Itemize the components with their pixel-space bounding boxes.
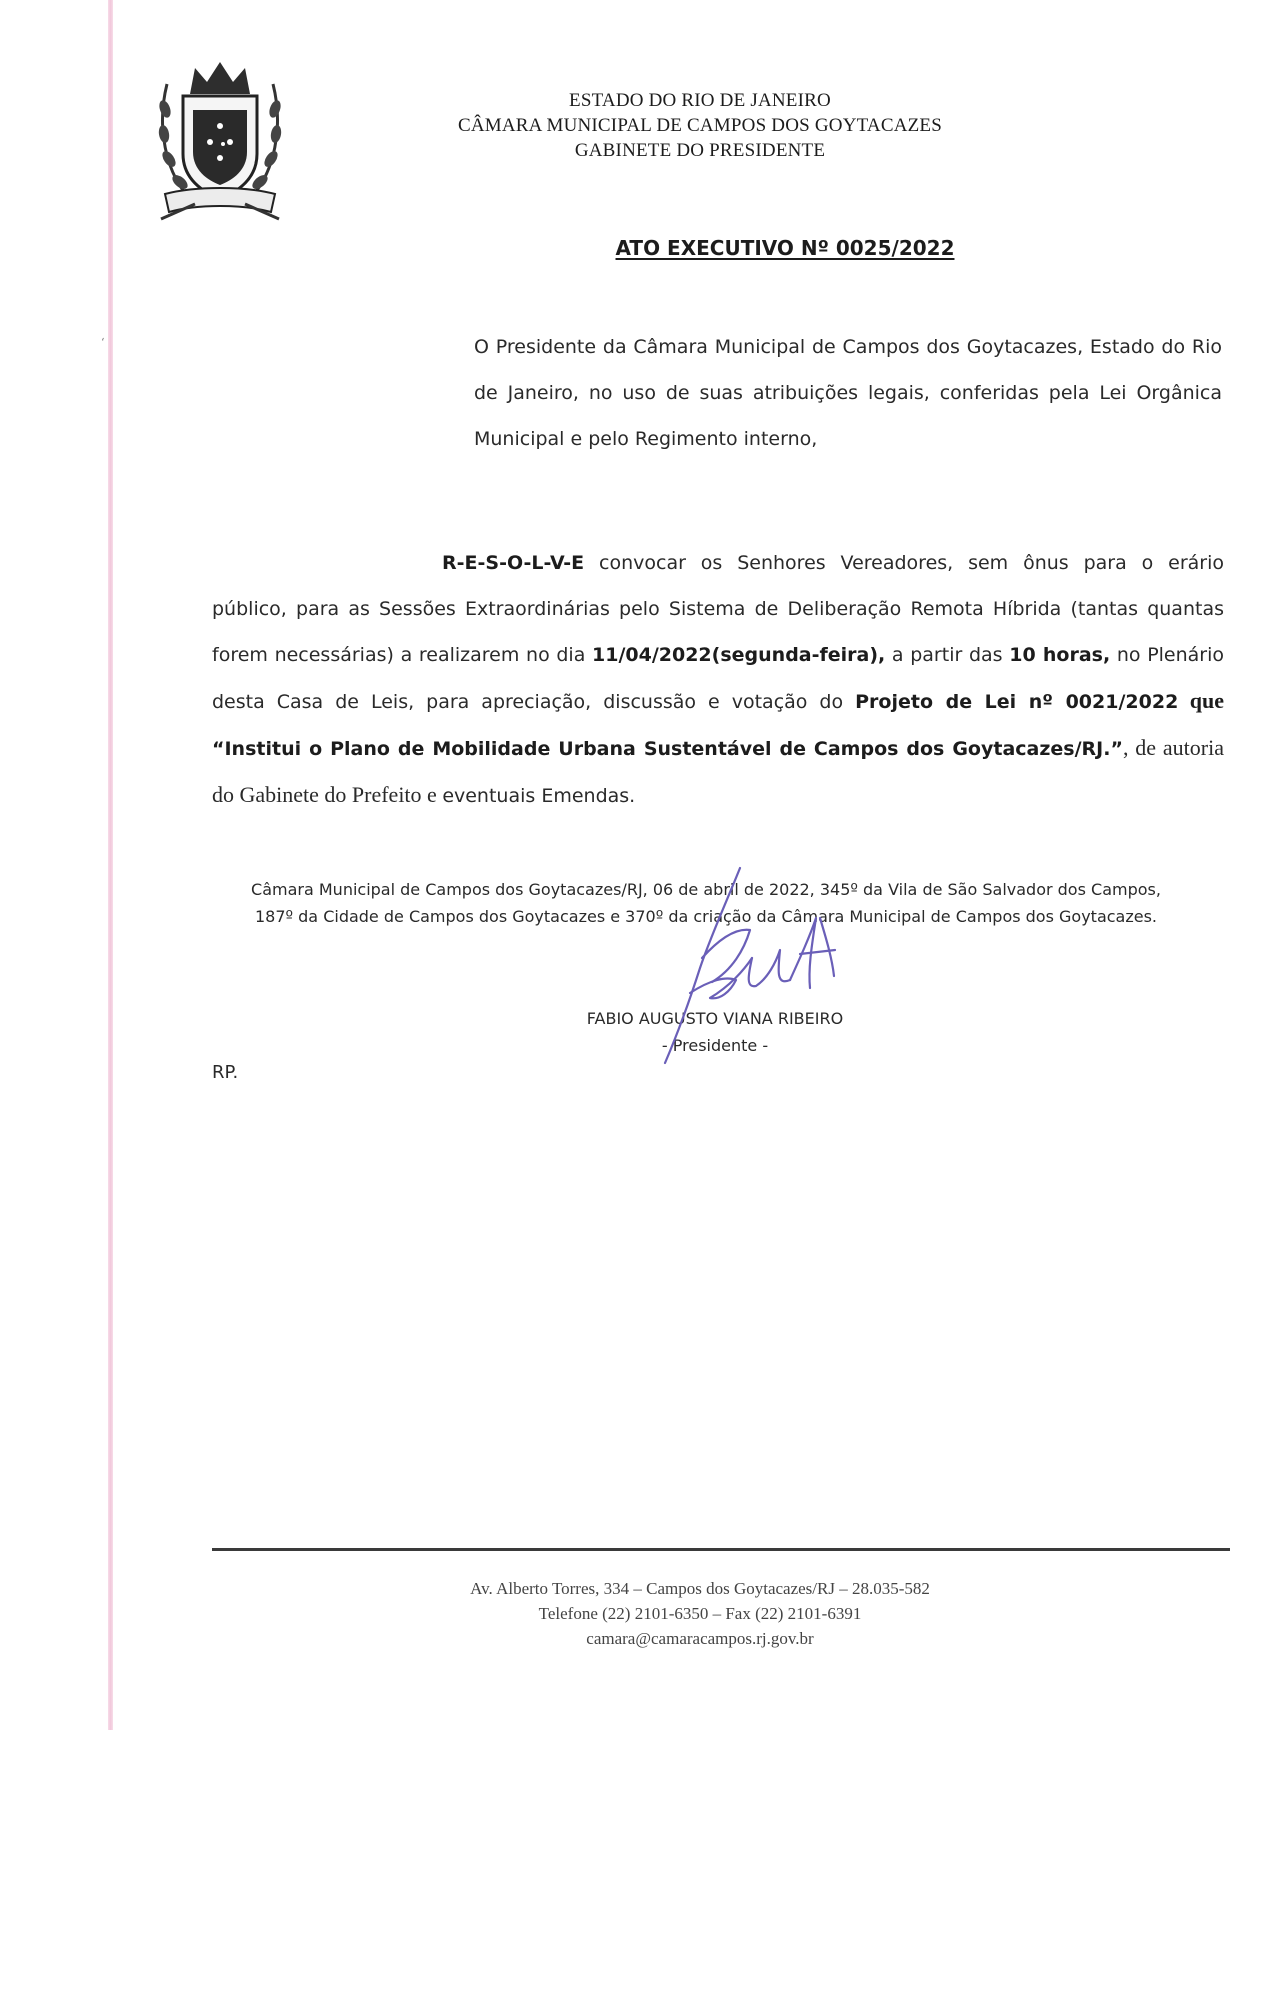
resolution-text-5: eventuais Emendas. <box>442 785 636 807</box>
rp-note: RP. <box>212 1062 239 1083</box>
resolution-paragraph <box>212 540 1224 819</box>
signer-role: - Presidente - <box>661 1036 769 1055</box>
resolution-text-4: , de autoria do Gabinete do Prefeito e <box>212 735 1224 807</box>
footer-phone: Telefone (22) 2101-6350 – Fax (22) 2101-6391 <box>538 1604 862 1623</box>
letterhead-chamber: CÂMARA MUNICIPAL DE CAMPOS DOS GOYTACAZES <box>457 115 943 136</box>
session-weekday: (segunda-feira), <box>711 644 886 666</box>
resolution-text-1: convocar os Senhores Vereadores, sem ônus para o erário público, para as Sessões Extraordinárias pelo Sistema de Deliberação Remota Híbrida (tantas quantas forem necessárias) a realizarem no dia <box>212 552 1224 666</box>
footer-rule <box>212 1548 1230 1551</box>
session-date: 11/04/2022 <box>592 644 712 666</box>
letterhead <box>380 88 1020 163</box>
document-title: ATO EXECUTIVO Nº 0025/2022 <box>615 236 955 260</box>
bill-que: que <box>1178 688 1225 713</box>
session-time: 10 horas, <box>1009 644 1111 666</box>
bill-label: Projeto de Lei nº 0021/2022 <box>855 691 1179 713</box>
letterhead-office: GABINETE DO PRESIDENTE <box>574 140 826 161</box>
signer-name: FABIO AUGUSTO VIANA RIBEIRO <box>586 1009 844 1028</box>
handwritten-signature <box>640 858 860 1068</box>
coat-of-arms-icon <box>155 54 285 222</box>
bill-title: “Institui o Plano de Mobilidade Urbana Sustentável de Campos dos Goytacazes/RJ.” <box>212 738 1123 760</box>
dateline-line-1: Câmara Municipal de Campos dos Goytacazes/RJ, 06 de abril de 2022, 345º da Vila de São Salvador dos Campos, <box>251 880 1161 899</box>
resolution-text-3: no Plenário desta Casa de Leis, para apreciação, discussão e votação do <box>212 644 1225 713</box>
footer-address: Av. Alberto Torres, 334 – Campos dos Goytacazes/RJ – 28.035-582 <box>470 1579 930 1598</box>
preamble-paragraph: O Presidente da Câmara Municipal de Campos dos Goytacazes, Estado do Rio de Janeiro, no uso de suas atribuições legais, conferidas pela Lei Orgânica Municipal e pelo Regimento interno, <box>474 336 1222 450</box>
footer-email: camara@camaracampos.rj.gov.br <box>586 1629 814 1648</box>
dateline-line-2: 187º da Cidade de Campos dos Goytacazes e 370º da criação da Câmara Municipal de Campos dos Goytacazes. <box>254 907 1158 926</box>
letterhead-state: ESTADO DO RIO DE JANEIRO <box>569 90 831 111</box>
page-margin-line <box>108 0 113 1730</box>
footer <box>380 1576 1020 1651</box>
margin-mark: ‘ <box>101 336 105 349</box>
resolution-text-2: a partir das <box>885 644 1010 666</box>
resolve-keyword: R-E-S-O-L-V-E <box>442 552 585 574</box>
